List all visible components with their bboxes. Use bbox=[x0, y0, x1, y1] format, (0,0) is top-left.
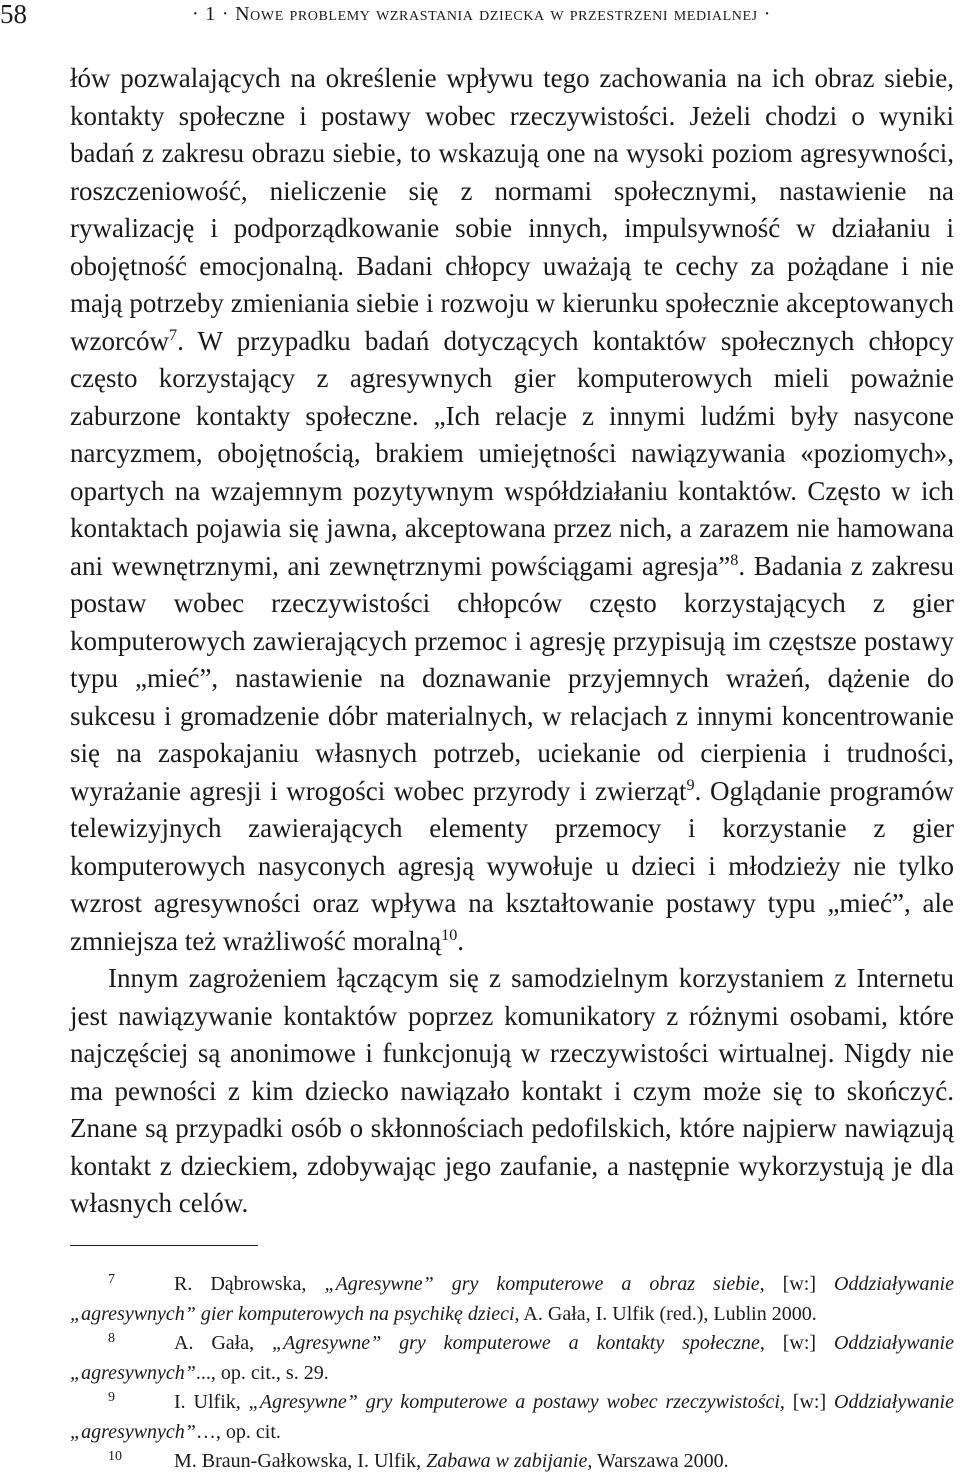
paragraph: Innym zagrożeniem łączącym się z samodzielnym korzystaniem z Internetu jest nawiązywanie kontaktów poprzez komunikatory z różnymi osobami, które najczęściej są anonimowe i funkcjonują w rzeczywistości wirtualnej. Nigdy nie ma pewności z kim dziecko nawiązało kontakt i czym może się to skończyć. Znane są przypadki osób o skłonnościach pedofilskich, które najpierw nawiązują kontakt z dzieckiem, zdobywając jego zaufanie, a następnie wykorzystują je dla własnych celów. bbox=[70, 963, 954, 1218]
text-run: łów pozwalających na określenie wpływu tego zachowania na ich obraz siebie, kontakty społeczne i postawy wobec rzeczywistości. Jeżeli chodzi o wyniki badań z zakresu obrazu siebie, to wskazują one na wysoki poziom agresywności, roszczeniowość, nieliczenie się z normami społecznymi, nastawienie na rywalizację i podporządkowanie sobie innych, impulsywność w działaniu i obojętność emocjonalną. Badani chłopcy uważają te cechy za pożądane i nie mają potrzeby zmieniania siebie i rozwoju w kierunku społecznie akceptowanych wzorców bbox=[70, 63, 954, 356]
footnote-7: 7 R. Dąbrowska, „Agresywne” gry komputerowe a obraz siebie, [w:] Oddziaływanie „agresywnych” gier komputerowych na psychikę dzieci, A. Gała, I. Ulfik (red.), Lublin 2000. bbox=[70, 1272, 954, 1325]
running-head-separator: · bbox=[763, 3, 771, 25]
main-text bbox=[70, 60, 954, 1223]
page-number: 58 bbox=[0, 0, 27, 29]
running-head bbox=[186, 0, 777, 28]
footnote-end: , Warszawa 2000. bbox=[587, 1450, 729, 1472]
footnote-divider bbox=[70, 1245, 258, 1246]
footnote-connector: , [w:] bbox=[779, 1391, 834, 1413]
footnote-connector: , [w:] bbox=[759, 1332, 834, 1354]
text-run: . W przypadku badań dotyczących kontaktów społecznych chłopcy często korzystający z agresywnych gier komputerowych mieli poważnie zaburzone kontakty społeczne. „Ich relacje z innymi ludźmi były nasycone narcyzmem, obojętnością, brakiem umiejętności nawiązywania «poziomych», opartych na wzajemnym pozytywnym współdziałaniu kontaktów. Często w ich kontaktach pojawia się jawna, akceptowana przez nich, a zarazem nie hamowana ani wewnętrznymi, ani zewnętrznymi powściągami agresja” bbox=[70, 325, 954, 581]
footnote-end: …, op. cit. bbox=[195, 1420, 281, 1443]
footnote-ref-10[interactable]: 10 bbox=[441, 925, 458, 944]
text-run: . bbox=[457, 925, 465, 956]
footnote-title: „Agresywne” gry komputerowe a postawy wobec rzeczywistości bbox=[248, 1391, 780, 1413]
running-head-title: Nowe problemy wzrastania dziecka w przestrzeni medialnej bbox=[235, 3, 758, 25]
footnote-source: Oddziaływanie „agresywnych” bbox=[70, 1391, 954, 1443]
footnote-end: ..., op. cit., s. 29. bbox=[195, 1361, 329, 1384]
paragraph bbox=[70, 60, 954, 960]
text-run: . Oglądanie programów telewizyjnych zawierających elementy przemocy i korzystanie z gier komputerowych nasyconych agresją wywołuje u dzieci i młodzieży nie tylko wzrost agresywności oraz wpływa na kształtowanie postawy typu „mieć”, ale zmniejsza też wrażliwość moralną bbox=[70, 775, 954, 956]
footnote-8: 8 A. Gała, „Agresywne” gry komputerowe a kontakty społeczne, [w:] Oddziaływanie „agresywnych”..., op. cit., s. 29. bbox=[70, 1331, 954, 1384]
footnote-author: I. Ulfik, bbox=[174, 1391, 249, 1413]
footnote-source: Oddziaływanie „agresywnych” bbox=[70, 1332, 954, 1384]
running-head-separator: · bbox=[192, 3, 200, 25]
chapter-number: 1 bbox=[205, 3, 216, 25]
page-header bbox=[0, 0, 960, 30]
running-head-separator: · bbox=[221, 3, 230, 25]
footnote-ref-9[interactable]: 9 bbox=[686, 775, 695, 794]
footnote-end: , A. Gała, I. Ulfik (red.), Lublin 2000. bbox=[514, 1302, 817, 1325]
footnote-ref-7[interactable]: 7 bbox=[168, 325, 178, 344]
footnote-ref-8[interactable]: 8 bbox=[730, 550, 739, 569]
footnote-title: „Agresywne” gry komputerowe a obraz siebie bbox=[324, 1273, 760, 1295]
footnote-9: 9 I. Ulfik, „Agresywne” gry komputerowe a postawy wobec rzeczywistości, [w:] Oddziaływanie „agresywnych”…, op. cit. bbox=[70, 1390, 954, 1443]
footnotes bbox=[70, 1270, 954, 1477]
footnote-author: A. Gała, bbox=[174, 1332, 272, 1354]
footnote-author: R. Dąbrowska, bbox=[174, 1273, 325, 1295]
footnote-source: Oddziaływanie „agresywnych” gier komputerowych na psychikę dzieci bbox=[70, 1273, 954, 1325]
footnote-connector: , [w:] bbox=[759, 1273, 834, 1295]
footnote-10: 10 M. Braun-Gałkowska, I. Ulfik, Zabawa w zabijanie, Warszawa 2000. bbox=[108, 1449, 729, 1472]
footnote-author: M. Braun-Gałkowska, I. Ulfik, bbox=[174, 1450, 427, 1472]
text-run: . Badania z zakresu postaw wobec rzeczywistości chłopców często korzystających z gier komputerowych zawierających przemoc i agresję przypisują im częstsze postawy typu „mieć”, nastawienie na doznawanie przyjemnych wrażeń, dążenie do sukcesu i gromadzenie dóbr materialnych, w relacjach z innymi koncentrowanie się na zaspokajaniu własnych potrzeb, uciekanie od cierpienia i trudności, wyrażanie agresji i wrogości wobec przyrody i zwierząt bbox=[70, 550, 954, 806]
footnote-title: Zabawa w zabijanie bbox=[426, 1450, 588, 1472]
footnote-title: „Agresywne” gry komputerowe a kontakty społeczne bbox=[271, 1332, 760, 1354]
